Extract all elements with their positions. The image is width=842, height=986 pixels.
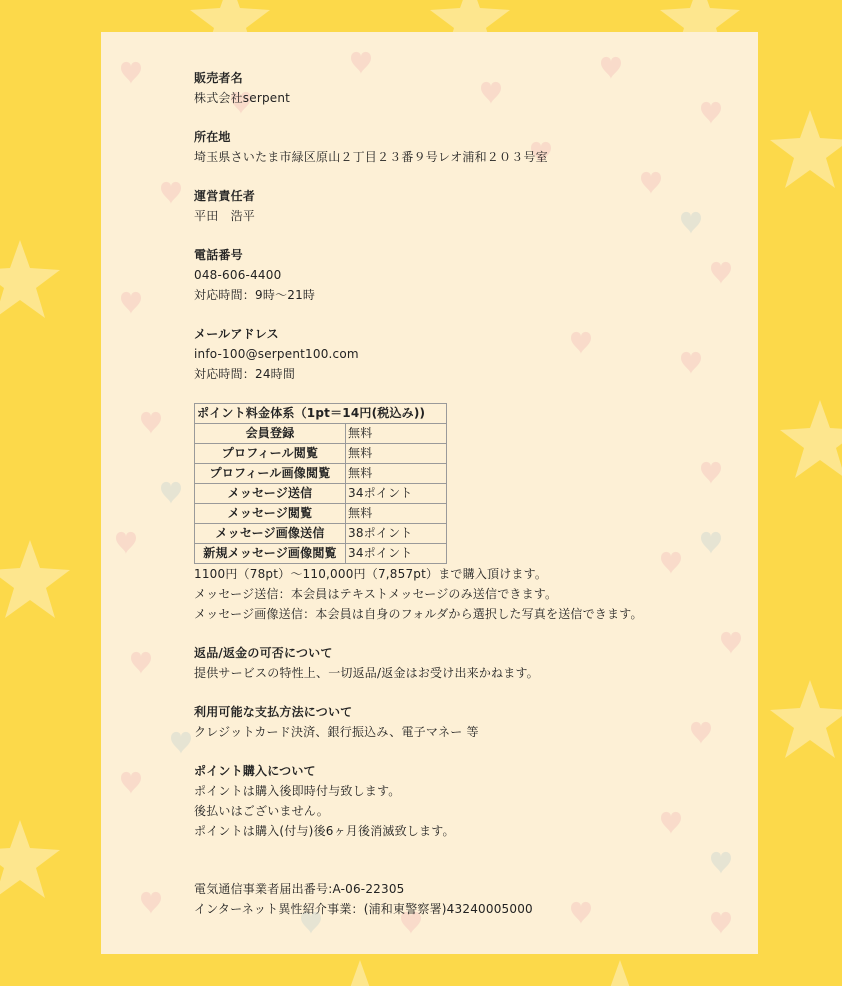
legal-notice [194,68,734,919]
table-row [195,544,447,564]
points-table [194,403,447,564]
phone-section [194,245,734,305]
points-label: 会員登録 [195,424,346,444]
seller-section [194,68,734,108]
points-value: 無料 [346,444,447,464]
star-icon [770,680,842,758]
email-hours: 対応時間：24時間 [194,367,296,381]
points-value: 38ポイント [346,524,447,544]
footer-line: 電気通信事業者届出番号:A-06-22305 [194,882,405,896]
star-icon [780,400,842,478]
payment-section [194,702,734,742]
refund-section [194,643,734,683]
phone-value: 048-606-4400 [194,268,282,282]
table-row [195,424,447,444]
footer-section [194,879,734,919]
table-row [195,464,447,484]
seller-value: 株式会社serpent [194,91,291,105]
points-value: 34ポイント [346,484,447,504]
refund-value: 提供サービスの特性上、一切返品/返金はお受け出来かねます。 [194,666,539,680]
points-value: 無料 [346,424,447,444]
address-heading: 所在地 [194,130,231,144]
email-heading: メールアドレス [194,327,279,341]
document-panel [101,32,758,954]
footer-line: インターネット異性紹介事業：(浦和東警察署)43240005000 [194,902,533,916]
star-icon [0,540,70,618]
manager-section [194,186,734,226]
seller-heading: 販売者名 [194,71,243,85]
payment-value: クレジットカード決済、銀行振込み、電子マネー 等 [194,725,479,739]
table-row [195,444,447,464]
star-icon [0,820,60,898]
payment-heading: 利用可能な支払方法について [194,705,353,719]
purchase-line: 後払いはございません。 [194,804,329,818]
points-note: メッセージ送信：本会員はテキストメッセージのみ送信できます。 [194,587,558,601]
purchase-heading: ポイント購入について [194,764,316,778]
points-value: 無料 [346,504,447,524]
points-label: メッセージ閲覧 [195,504,346,524]
points-value: 34ポイント [346,544,447,564]
purchase-line: ポイントは購入後即時付与致します。 [194,784,401,798]
points-label: プロフィール閲覧 [195,444,346,464]
points-note: メッセージ画像送信：本会員は自身のフォルダから選択した写真を送信できます。 [194,607,643,621]
phone-hours: 対応時間：9時〜21時 [194,288,316,302]
purchase-line: ポイントは購入(付与)後6ヶ月後消滅致します。 [194,824,455,838]
refund-heading: 返品/返金の可否について [194,646,333,660]
table-row [195,504,447,524]
points-value: 無料 [346,464,447,484]
table-row [195,484,447,504]
manager-heading: 運営責任者 [194,189,256,203]
manager-value: 平田 浩平 [194,209,256,223]
address-section [194,127,734,167]
points-label: プロフィール画像閲覧 [195,464,346,484]
star-icon [320,960,400,986]
points-label: 新規メッセージ画像閲覧 [195,544,346,564]
email-value: info-100@serpent100.com [194,347,359,361]
star-icon [0,240,60,318]
email-section [194,324,734,384]
address-value: 埼玉県さいたま市緑区原山２丁目２３番９号レオ浦和２０３号室 [194,150,548,164]
points-label: メッセージ画像送信 [195,524,346,544]
purchase-section [194,761,734,841]
table-row [195,524,447,544]
star-icon [580,960,660,986]
points-note: 1100円（78pt）〜110,000円（7,857pt）まで購入頂けます。 [194,567,548,581]
points-label: メッセージ送信 [195,484,346,504]
points-table-caption: ポイント料金体系（1pt＝14円(税込み)) [195,404,447,424]
phone-heading: 電話番号 [194,248,243,262]
star-icon [770,110,842,188]
